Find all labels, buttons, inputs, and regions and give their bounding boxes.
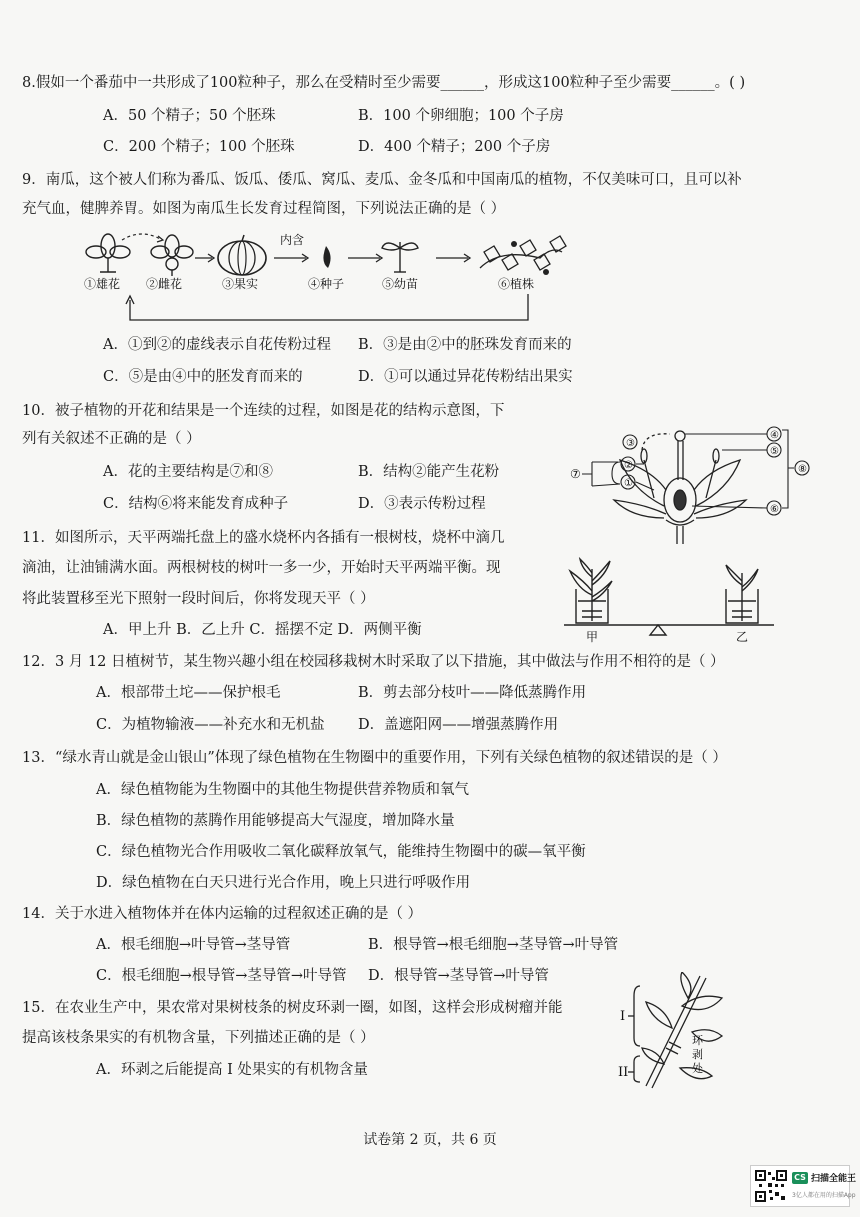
flower-label-4: ④ [770,430,779,441]
q13-option-a: A．绿色植物能为生物圈中的其他生物提供营养物质和氧气 [96,782,469,798]
section-lower-label: II [618,1065,629,1080]
scanner-watermark [750,1165,857,1207]
label-fruit: ③果实 [222,277,259,291]
flower-label-7: ⑦ [570,467,581,481]
q12-option-a: A．根部带土坨——保护根毛 [96,685,281,701]
q14-stem: 14．关于水进入植物体并在体内运输的过程叙述正确的是（ ） [22,906,423,922]
q14-option-a: A．根毛细胞→叶导管→茎导管 [96,937,291,953]
q12-stem: 12．3 月 12 日植树节，某生物兴趣小组在校园移栽树木时采取了以下措施，其中做法与作用不相符的是（ ） [22,654,725,670]
q15-option-a: A．环剥之后能提高 I 处果实的有机物含量 [96,1062,368,1078]
q9-stem-line1: 9．南瓜，这个被人们称为番瓜、饭瓜、倭瓜、窝瓜、麦瓜、金冬瓜和中国南瓜的植物，不仅美味可口，且可以补 [22,172,742,188]
q11-stem-line1: 11．如图所示，天平两端托盘上的盛水烧杯内各插有一根树枝，烧杯中滴几 [22,530,505,546]
girdled-branch-diagram [612,972,742,1090]
q10-option-a: A．花的主要结构是⑦和⑧ [103,464,273,480]
pumpkin-lifecycle-diagram [70,228,590,328]
q13-stem: 13．“绿水青山就是金山银山”体现了绿色植物在生物圈中的重要作用，下列有关绿色植物的叙述错误的是（ ） [22,750,727,766]
pumpkin-fruit-icon [218,235,266,275]
q12-option-d: D．盖遮阳网——增强蒸腾作用 [358,717,559,733]
q10-stem-line2: 列有关叙述不正确的是（ ） [22,431,201,447]
plant-icon [480,236,566,275]
q9-stem-line2: 充气血，健脾养胃。如图为南瓜生长发育过程简图，下列说法正确的是（ ） [22,201,506,217]
right-pan-label: 乙 [736,630,749,644]
seed-icon [323,246,330,268]
q10-option-c: C．结构⑥将来能发育成种子 [103,496,289,512]
q9-option-c: C．⑤是由④中的胚发育而来的 [103,369,303,385]
q8-option-d: D．400 个精子；200 个子房 [358,139,551,155]
q11-stem-line2: 滴油，让油铺满水面。两根树枝的树叶一多一少，开始时天平两端平衡。现 [22,560,501,576]
label-plant: ⑥植株 [498,277,535,291]
flower-structure-diagram [562,420,822,545]
girdle-label-1: 环 [692,1034,703,1047]
label-seedling: ⑤幼苗 [382,277,419,291]
flower-label-6: ⑥ [770,504,779,515]
q12-option-b: B．剪去部分枝叶——降低蒸腾作用 [358,685,587,701]
q15-stem-line1: 15．在农业生产中，果农常对果树枝条的树皮环剥一圈，如图，这样会形成树瘤并能 [22,1000,563,1016]
label-seed: ④种子 [308,277,345,291]
flower-label-8: ⑧ [798,464,807,475]
q10-stem-line1: 10．被子植物的开花和结果是一个连续的过程，如图是花的结构示意图，下 [22,403,505,419]
q15-stem-line2: 提高该枝条果实的有机物含量，下列描述正确的是（ ） [22,1030,375,1046]
seedling-icon [382,242,418,272]
q8-stem: 8.假如一个番茄中一共形成了100粒种子，那么在受精时至少需要______，形成这100粒种子至少需要______。( ) [22,75,746,91]
q14-option-c: C．根毛细胞→根导管→茎导管→叶导管 [96,968,347,984]
q11-options: A．甲上升 B．乙上升 C．摇摆不定 D．两侧平衡 [103,622,422,638]
q14-option-d: D．根导管→茎导管→叶导管 [368,968,549,984]
balance-experiment-diagram [560,555,810,645]
q13-option-c: C．绿色植物光合作用吸收二氧化碳释放氧气，能维持生物圈中的碳—氧平衡 [96,844,586,860]
q9-option-b: B．③是由②中的胚珠发育而来的 [358,337,572,353]
female-flower-icon [151,235,193,276]
contains-label: 内含 [280,233,305,247]
section-upper-label: I [620,1009,626,1024]
q10-option-d: D．③表示传粉过程 [358,496,486,512]
left-pan-label: 甲 [586,630,599,644]
label-female-flower: ②雌花 [146,277,183,291]
flower-label-1: ① [624,478,633,489]
q12-option-c: C．为植物输液——补充水和无机盐 [96,717,325,733]
page-footer: 试卷第 2 页，共 6 页 [363,1132,497,1148]
scanner-subtitle: 3亿人都在用的扫描App [792,1192,856,1199]
q10-option-b: B．结构②能产生花粉 [358,464,500,480]
scanner-logo: CS [792,1172,808,1184]
q13-option-b: B．绿色植物的蒸腾作用能够提高大气湿度，增加降水量 [96,813,455,829]
q9-option-d: D．①可以通过异花传粉结出果实 [358,369,573,385]
q11-stem-line3: 将此装置移至光下照射一段时间后，你将发现天平（ ） [22,591,375,607]
q8-option-c: C．200 个精子；100 个胚珠 [103,139,295,155]
scanner-title: 扫描全能王 [811,1174,857,1184]
q13-option-d: D．绿色植物在白天只进行光合作用，晚上只进行呼吸作用 [96,875,471,891]
girdle-label-3: 处 [692,1062,703,1075]
q8-option-b: B．100 个卵细胞；100 个子房 [358,108,564,124]
flower-label-3: ③ [626,438,635,449]
q9-option-a: A．①到②的虚线表示自花传粉过程 [103,337,331,353]
q8-option-a: A．50 个精子；50 个胚珠 [103,108,276,124]
flower-label-2: ② [624,460,633,471]
label-male-flower: ①雄花 [84,277,121,291]
flower-label-5: ⑤ [770,446,779,457]
qr-code-icon [755,1170,787,1202]
q14-option-b: B．根导管→根毛细胞→茎导管→叶导管 [368,937,619,953]
girdle-label-2: 剥 [692,1048,703,1061]
